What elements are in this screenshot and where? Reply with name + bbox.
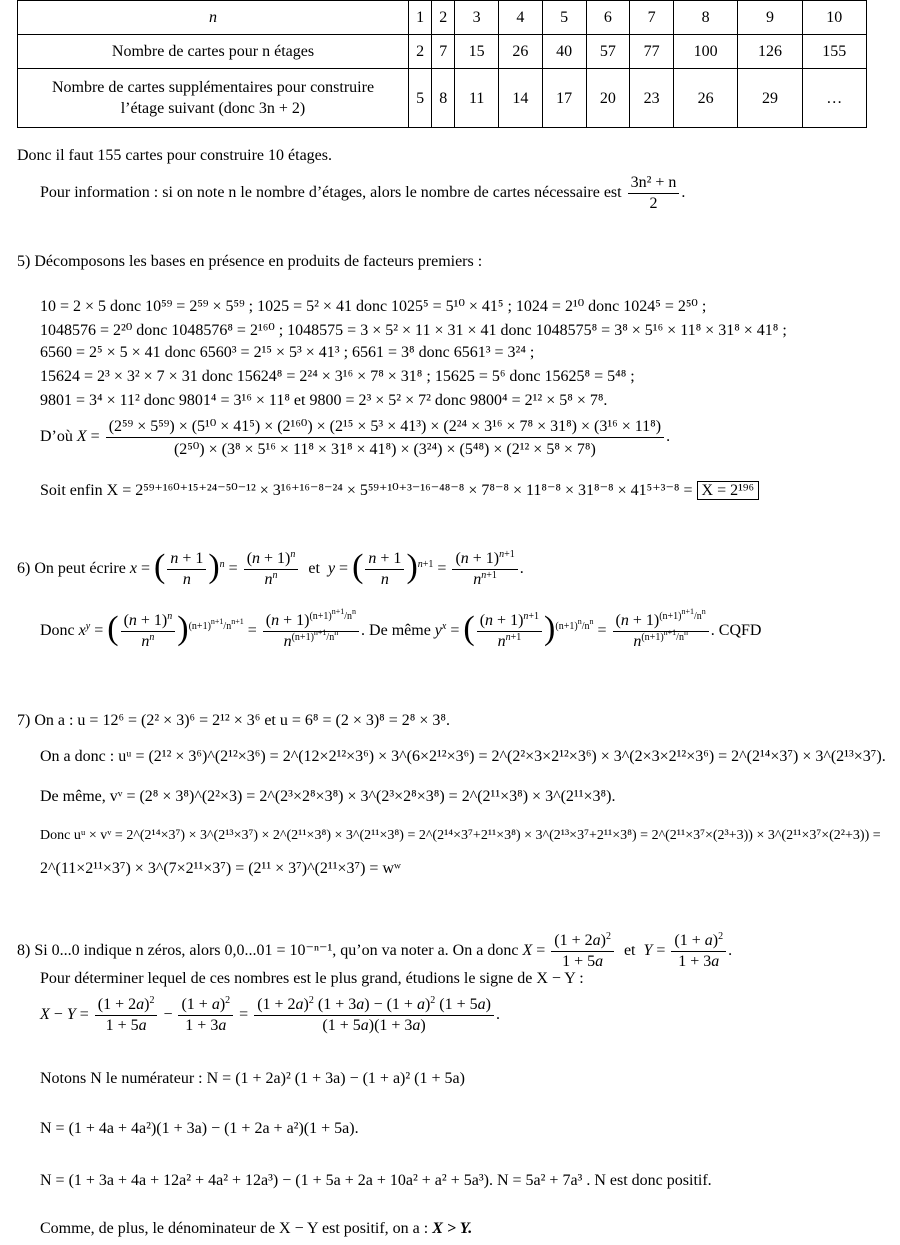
table-cell: 5: [542, 1, 586, 35]
table-cell: 26: [673, 69, 737, 128]
table-row: [18, 1, 867, 35]
p6-de-meme: . De même: [361, 622, 431, 640]
table-cell: 2: [409, 35, 432, 69]
p7-line-2: On a donc : uᵘ = (2¹² × 3⁶)^(2¹²×3⁶) = 2^(12×2¹²×3⁶) × 3^(6×2¹²×3⁶) = 2^(2²×3×2¹²×3⁶) × 3^(2×3×2¹²×3⁶) = 2^(2¹⁴×3⁷) × 3^(2¹³×3⁷).: [40, 748, 886, 765]
table-cell: 26: [499, 35, 543, 69]
table-row: [18, 35, 867, 69]
x-numerator: (2⁵⁹ × 5⁵⁹) × (5¹⁰ × 41⁵) × (2¹⁶⁰) × (2¹⁵ × 5³ × 41³) × (2²⁴ × 3¹⁶ × 7⁸ × 31⁸) × (3¹⁶ × 11⁸): [106, 416, 664, 438]
table-cell: 57: [586, 35, 630, 69]
frac: $\frac{(n + 1)^{n+1}}{n^{n+1}}$: [477, 612, 542, 651]
p6-cqfd: . CQFD: [710, 622, 762, 640]
p5-line-3: 6560 = 2⁵ × 5 × 41 donc 6560³ = 2¹⁵ × 5³ × 41³ ; 6561 = 3⁸ donc 6561³ = 3²⁴ ;: [40, 344, 535, 361]
frac: $\frac{(1 + a)^2}{1 + 3a}$: [671, 932, 726, 971]
formula-denominator: 2: [649, 195, 658, 212]
table-cell: 126: [738, 35, 802, 69]
p5-soit: Soit enfin: [40, 482, 103, 499]
p5-x-expression: D’où X = (2⁵⁹ × 5⁵⁹) × (5¹⁰ × 41⁵) × (2¹⁶⁰) × (2¹⁵ × 5³ × 41³) × (2²⁴ × 3¹⁶ × 7⁸ × 31⁸) × (3¹⁶ × 11⁸) (2⁵⁰) × (3⁸ × 5¹⁶ × 11⁸ × 31⁸ × 41⁸) × (3²⁴) × (5⁴⁸) × (2¹² × 5⁸ × 7⁸) .: [40, 418, 671, 458]
table-cell: 6: [586, 1, 630, 35]
table-cell: 77: [630, 35, 674, 69]
p5-line-4: 15624 = 2³ × 3² × 7 × 31 donc 15624⁸ = 2²⁴ × 3¹⁶ × 7⁸ × 31⁸ ; 15625 = 5⁶ donc 15625⁸ = 5⁴⁸ ;: [40, 368, 635, 385]
frac: $\frac{(1 + 2a)^2}{1 + 5a}$: [551, 932, 614, 971]
table-row: [18, 69, 867, 128]
table-cell: 8: [432, 69, 455, 128]
p8-line-7-text: Comme, de plus, le dénominateur de X − Y est positif, on a :: [40, 1220, 429, 1237]
p5-intro: 5) Décomposons les bases en présence en produits de facteurs premiers :: [17, 253, 483, 270]
frac: $\frac{(1 + 2a)^2}{1 + 5a}$: [95, 996, 158, 1035]
p6-intro: 6) On peut écrire: [17, 560, 126, 578]
table-row-label: [18, 69, 409, 128]
p6-line-1: 6) On peut écrire x = ( $\frac{n + 1}{n}$ )$^n$ = $\frac{(n + 1)^n}{n^n}$ et y = ( $\frac{n + 1}{n}$ )$^{n+1}$ = $\frac{(n + 1)^{n+1}}{n^{n+1}}$ .: [17, 548, 524, 588]
frac: $\frac{(1 + a)^2}{1 + 3a}$: [178, 996, 233, 1035]
p8-line-3: X − Y = $\frac{(1 + 2a)^2}{1 + 5a}$ − $\frac{(1 + a)^2}{1 + 3a}$ = $\frac{(1 + 2a)^2 (1 + 3a) - (1 + a)^2 (1 + 5a)}{(1 + 5a)(1 + 3a)}$ .: [40, 995, 500, 1034]
p8-line-4: Notons N le numérateur : N = (1 + 2a)² (1 + 3a) − (1 + a)² (1 + 5a): [40, 1070, 465, 1087]
table-cell: 14: [499, 69, 543, 128]
table-cell: 23: [630, 69, 674, 128]
p8-line-5: N = (1 + 4a + 4a²)(1 + 3a) − (1 + 2a + a²)(1 + 5a).: [40, 1120, 359, 1137]
p7-line-1: 7) On a : u = 12⁶ = (2² × 3)⁶ = 2¹² × 3⁶ et u = 6⁸ = (2 × 3)⁸ = 2⁸ × 3⁸.: [17, 712, 450, 729]
table-cell: 40: [542, 35, 586, 69]
p5-final: [40, 480, 759, 500]
frac: $\frac{n + 1}{n}$: [365, 550, 404, 589]
p7-line-4: Donc uᵘ × vᵛ = 2^(2¹⁴×3⁷) × 3^(2¹³×3⁷) × 2^(2¹¹×3⁸) × 3^(2¹¹×3⁸) = 2^(2¹⁴×3⁷+2¹¹×3⁸) × 3^(2¹³×3⁷+2¹¹×3⁸) = 2^(2¹¹×3⁷×(2³+3)) × 3^(2¹¹×3⁷×(2²+3)) =: [40, 828, 881, 843]
p8-et: et: [623, 942, 636, 960]
p8-line-2: Pour déterminer lequel de ces nombres est le plus grand, étudions le signe de X − Y :: [40, 970, 584, 987]
p8-line-6: N = (1 + 3a + 4a + 12a² + 4a² + 12a³) − (1 + 5a + 2a + 10a² + a² + 5a³). N = 5a² + 7a³ . N est donc positif.: [40, 1172, 712, 1189]
p8-line-1-text: 8) Si 0...0 indique n zéros, alors 0,0...01 = 10⁻ⁿ⁻¹, qu’on va noter a. On a donc: [17, 942, 519, 960]
p5-final-expr: X = 2⁵⁹⁺¹⁶⁰⁺¹⁵⁺²⁴⁻⁵⁰⁻¹² × 3¹⁶⁺¹⁶⁻⁸⁻²⁴ × 5⁵⁹⁺¹⁰⁺³⁻¹⁶⁻⁴⁸⁻⁸ × 7⁸⁻⁸ × 11⁸⁻⁸ × 31⁸⁻⁸ × 41⁵⁺³⁻⁸ =: [106, 482, 693, 499]
table-cell: 20: [586, 69, 630, 128]
p6-donc: Donc: [40, 622, 75, 640]
p5-line-2: 1048576 = 2²⁰ donc 1048576⁸ = 2¹⁶⁰ ; 1048575 = 3 × 5² × 11 × 31 × 41 donc 1048575⁸ = 3⁸ × 5¹⁶ × 11⁸ × 31⁸ × 41⁸ ;: [40, 322, 787, 339]
table-cell: 11: [455, 69, 499, 128]
frac: $\frac{(n + 1)^{(n+1)^{n+1}/n^n}}{n^{(n+1)^{n+1}/n^n}}$: [613, 612, 709, 651]
table-cell: 15: [455, 35, 499, 69]
frac: $\frac{(n + 1)^n}{n^n}$: [121, 612, 176, 651]
p5-line-5: 9801 = 3⁴ × 11² donc 9801⁴ = 3¹⁶ × 11⁸ et 9800 = 2³ × 5² × 7² donc 9800⁴ = 2¹² × 5⁸ × 7⁸.: [40, 392, 608, 409]
p8-line-1: 8) Si 0...0 indique n zéros, alors 0,0...01 = 10⁻ⁿ⁻¹, qu’on va noter a. On a donc X = $\frac{(1 + 2a)^2}{1 + 5a}$ et Y = $\frac{(1 + a)^2}{1 + 3a}$ .: [17, 931, 733, 970]
table-cell: …: [802, 69, 866, 128]
p7-line-5: 2^(11×2¹¹×3⁷) × 3^(7×2¹¹×3⁷) = (2¹¹ × 3⁷)^(2¹¹×3⁷) = wʷ: [40, 860, 401, 877]
p6-et: et: [308, 560, 320, 578]
table-cell: 155: [802, 35, 866, 69]
p8-conclusion: X > Y.: [432, 1220, 473, 1237]
table-cell: 100: [673, 35, 737, 69]
formula-numerator: 3n² + n: [628, 174, 680, 194]
table-cell: 7: [630, 1, 674, 35]
frac: $\frac{n + 1}{n}$: [167, 550, 206, 589]
table-cell: 7: [432, 35, 455, 69]
table-cell: 1: [409, 1, 432, 35]
table-cell: 10: [802, 1, 866, 35]
table-cell: 8: [673, 1, 737, 35]
frac: $\frac{(1 + 2a)^2 (1 + 3a) - (1 + a)^2 (1 + 5a)}{(1 + 5a)(1 + 3a)}$: [254, 996, 494, 1035]
p7-line-3: De même, vᵛ = (2⁸ × 3⁸)^(2²×3) = 2^(2³×2⁸×3⁸) × 3^(2³×2⁸×3⁸) = 2^(2¹¹×3⁸) × 3^(2¹¹×3⁸).: [40, 788, 616, 805]
p4-conclusion: Donc il faut 155 cartes pour construire 10 étages.: [17, 147, 333, 164]
row-label-line-2: l’étage suivant (donc 3n + 2): [120, 100, 306, 117]
table-cell: 17: [542, 69, 586, 128]
table-cell: 5: [409, 69, 432, 128]
p6-line-2: Donc $x^y$ = ( $\frac{(n + 1)^n}{n^n}$ )$^{(n+1)^{n+1}/n^{n+1}}$ = $\frac{(n + 1)^{(n+1)^{n+1}/n^n}}{n^{(n+1)^{n+1}/n^n}}$ . De même $y^x$ = ( $\frac{(n + 1)^{n+1}}{n^{n+1}}$ )$^{(n+1)^n/n^n}$ = $\frac{(n + 1)^{(n+1)^{n+1}/n^n}}{n^{(n+1)^{n+1}/n^n}}$ . CQFD: [40, 607, 762, 650]
frac: $\frac{(n + 1)^n}{n^n}$: [244, 550, 299, 589]
table-cell: 3: [455, 1, 499, 35]
p4-formula: [628, 174, 680, 213]
x-denominator: (2⁵⁰) × (3⁸ × 5¹⁶ × 11⁸ × 31⁸ × 41⁸) × (3²⁴) × (5⁴⁸) × (2¹² × 5⁸ × 7⁸): [173, 441, 596, 458]
table-cell: 4: [499, 1, 543, 35]
frac: $\frac{(n + 1)^{n+1}}{n^{n+1}}$: [452, 550, 517, 589]
table-cell: 29: [738, 69, 802, 128]
table-header-n: n: [18, 1, 409, 35]
p5-x-fraction: [106, 416, 664, 459]
p4-info-text: Pour information : si on note n le nombre d’étages, alors le nombre de cartes nécessaire est: [40, 184, 622, 202]
p5-dou: D’où: [40, 428, 73, 446]
p4-info: Pour information : si on note n le nombre d’étages, alors le nombre de cartes nécessaire est $\frac{\text{3n² + n}}{2}$ .: [40, 174, 686, 212]
table-cell: 9: [738, 1, 802, 35]
table-cell: 2: [432, 1, 455, 35]
result-box: X = 2¹⁹⁶: [697, 481, 760, 500]
row-label-line-1: Nombre de cartes supplémentaires pour construire: [51, 79, 375, 96]
p8-line-7: [40, 1220, 472, 1238]
p5-line-1: 10 = 2 × 5 donc 10⁵⁹ = 2⁵⁹ × 5⁵⁹ ; 1025 = 5² × 41 donc 1025⁵ = 5¹⁰ × 41⁵ ; 1024 = 2¹⁰ donc 1024⁵ = 2⁵⁰ ;: [40, 298, 707, 315]
frac: $\frac{(n + 1)^{(n+1)^{n+1}/n^n}}{n^{(n+1)^{n+1}/n^n}}$: [263, 612, 359, 651]
cards-table: [17, 0, 867, 128]
table-row-label: Nombre de cartes pour n étages: [18, 35, 409, 69]
